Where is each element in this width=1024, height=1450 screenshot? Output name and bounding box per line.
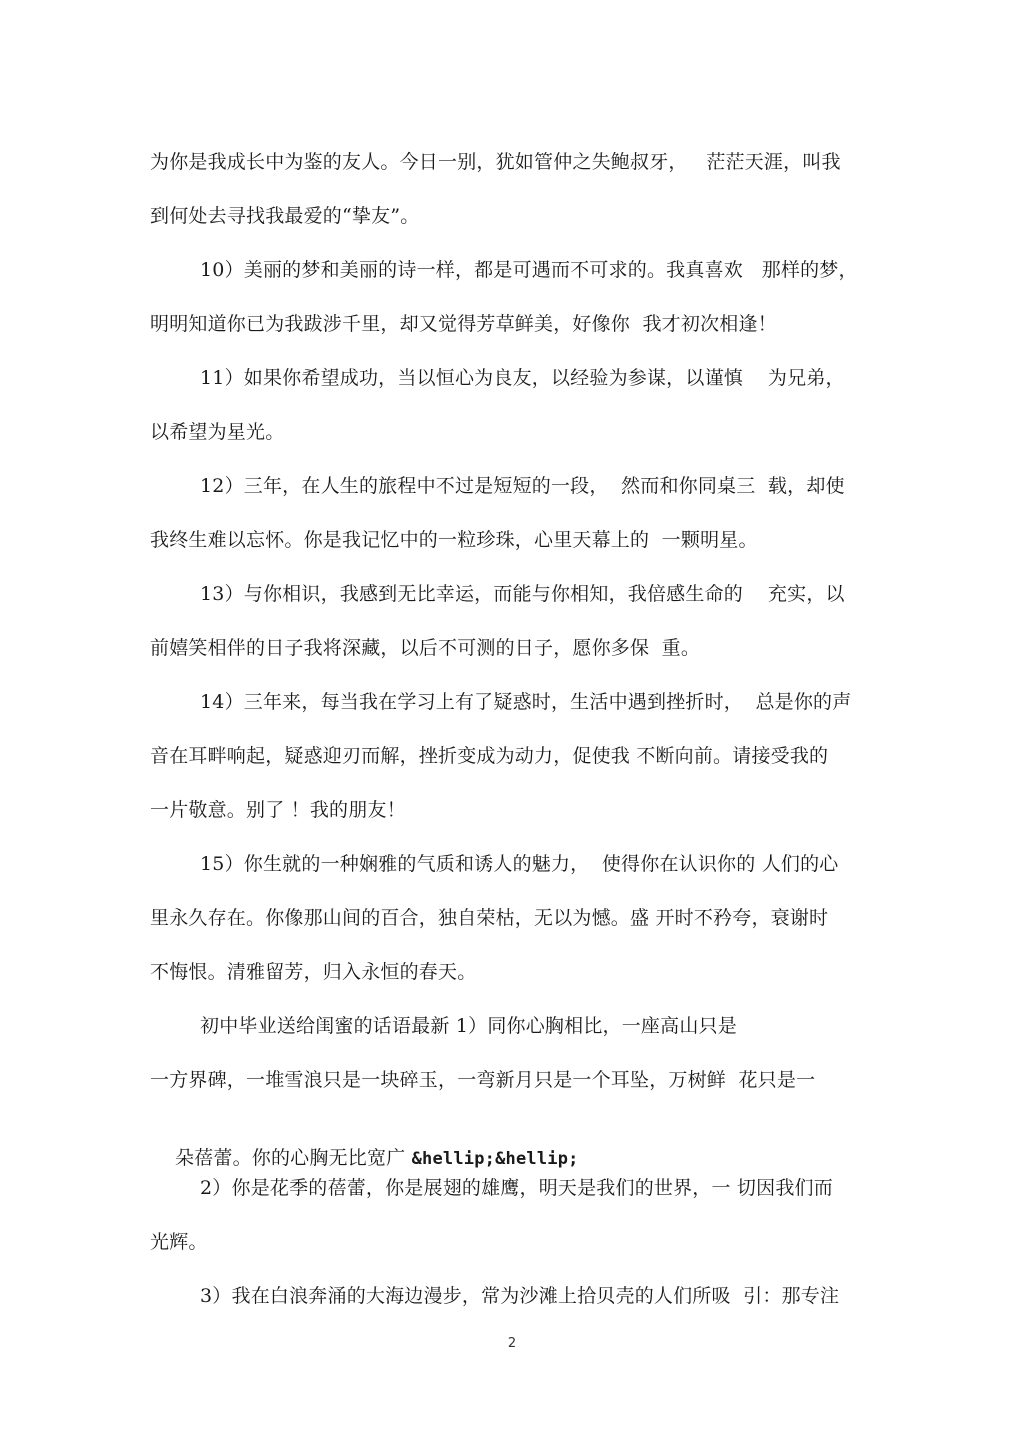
text-line: 一方界碑，一堆雪浪只是一块碎玉，一弯新月只是一个耳坠，万树鲜 花只是一 — [150, 1069, 816, 1091]
text-line: 初中毕业送给闺蜜的话语最新 1）同你心胸相比，一座高山只是 — [200, 1015, 737, 1037]
text-line: 以希望为星光。 — [150, 421, 285, 443]
text-line: 11）如果你希望成功，当以恒心为良友，以经验为参谋，以谨慎 为兄弟， — [200, 367, 845, 389]
text-line: 13）与你相识，我感到无比幸运，而能与你相知，我倍感生命的 充实，以 — [200, 583, 845, 605]
page-number: 2 — [507, 1336, 517, 1351]
text-line: 里永久存在。你像那山间的百合，独自荣枯，无以为憾。盛 开时不矜夸，衰谢时 — [150, 907, 829, 929]
text-line: 3）我在白浪奔涌的大海边漫步，常为沙滩上拾贝壳的人们所吸 引：那专注 — [200, 1285, 840, 1307]
text-line: 12）三年，在人生的旅程中不过是短短的一段， 然而和你同桌三 载，却使 — [200, 475, 845, 497]
text-line: 明明知道你已为我跋涉千里，却又觉得芳草鲜美，好像你 我才初次相逢！ — [150, 313, 777, 335]
text-line: 前嬉笑相伴的日子我将深藏，以后不可测的日子，愿你多保 重。 — [150, 637, 701, 659]
text-line: 不悔恨。清雅留芳，归入永恒的春天。 — [150, 961, 477, 983]
text-line: 光辉。 — [150, 1231, 208, 1253]
ellipsis-entity-text: &hellip;&hellip; — [411, 1149, 579, 1169]
text-line: 我终生难以忘怀。你是我记忆中的一粒珍珠，心里天幕上的 一颗明星。 — [150, 529, 758, 551]
text-line: 10）美丽的梦和美丽的诗一样，都是可遇而不可求的。我真喜欢 那样的梦， — [200, 259, 858, 281]
text-line: 音在耳畔响起，疑惑迎刃而解，挫折变成为动力，促使我 不断向前。请接受我的 — [150, 745, 829, 767]
text-line: 15）你生就的一种娴雅的气质和诱人的魅力， 使得你在认识你的 人们的心 — [200, 853, 839, 875]
text-line: 到何处去寻找我最爱的“挚友”。 — [150, 205, 420, 227]
text-line: 14）三年来，每当我在学习上有了疑惑时，生活中遇到挫折时， 总是你的声 — [200, 691, 852, 713]
text-segment: 朵蓓蕾。你的心胸无比宽广 — [174, 1147, 412, 1169]
text-line: 一片敬意。别了 ！我的朋友！ — [150, 799, 406, 821]
text-line: 为你是我成长中为鉴的友人。今日一别，犹如管仲之失鲍叔牙， 茫茫天涯，叫我 — [150, 151, 841, 173]
text-line: 2）你是花季的蓓蕾，你是展翅的雄鹰，明天是我们的世界，一 切因我们而 — [200, 1177, 833, 1199]
